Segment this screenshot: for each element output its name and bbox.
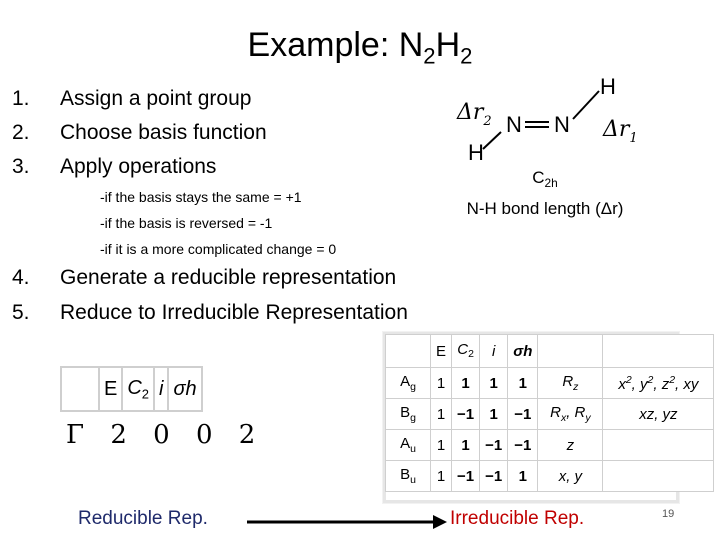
page-number: 19 xyxy=(662,508,675,520)
step-5: 5. Reduce to Irreducible Representation xyxy=(12,301,408,324)
gamma-value-c2: 0 xyxy=(153,420,170,450)
gamma-header-sigma: σh xyxy=(168,367,201,411)
quadratic-bu xyxy=(603,461,714,492)
gamma-symbol: Γ xyxy=(66,420,85,450)
gamma-header-c2: $C_2$ xyxy=(122,367,154,411)
char-row-bg: $B_g$ 1 −1 1 −1 $R_x$, $R_y$ xz, yz xyxy=(386,399,714,430)
delta-r2-label: Δr xyxy=(457,100,484,125)
step-2: 2. Choose basis function xyxy=(12,121,267,144)
irrep-label-au: $A_u$ xyxy=(386,430,431,461)
steps-list-bottom xyxy=(12,260,408,330)
gamma-header-blank xyxy=(61,367,99,411)
step-4: 4. Generate a reducible representation xyxy=(12,266,397,289)
n2h2-molecule-diagram xyxy=(455,74,645,166)
quadratic-ag: $x^2$, $y^2$, $z^2$, xy xyxy=(603,368,714,399)
c2-subscript: 2 xyxy=(141,386,150,402)
atom-h-top: H xyxy=(600,74,616,99)
reducible-rep-label: Reducible Rep. xyxy=(78,508,208,529)
char-header-blank xyxy=(386,335,431,368)
gamma-value-i: 0 xyxy=(195,420,213,450)
rule-reversed: -if the basis is reversed = -1 xyxy=(100,215,273,231)
char-header-c2: $C_2$ xyxy=(452,335,480,368)
arrow-right-icon xyxy=(247,512,447,532)
char-table-header-row xyxy=(386,335,714,368)
quadratic-bg: xz, yz xyxy=(603,399,714,430)
irrep-label-ag: $A_g$ xyxy=(386,368,431,399)
c2h-character-table xyxy=(385,334,714,492)
char-header-sigma: σh xyxy=(508,335,538,368)
gamma-value-e: 2 xyxy=(110,420,127,450)
svg-text:Δr1: $\Delta r_1$ xyxy=(603,117,638,146)
steps-list-top xyxy=(12,82,267,184)
irreducible-rep-label: Irreducible Rep. xyxy=(450,508,585,529)
linear-bg: $R_x$, $R_y$ xyxy=(538,399,603,430)
linear-au: z xyxy=(538,430,603,461)
step-3: 3. Apply operations xyxy=(12,155,217,178)
reducible-table-header xyxy=(60,366,203,412)
delta-r1-label: Δr xyxy=(603,117,630,142)
char-row-ag: $A_g$ 1 1 1 1 $R_z$ $x^2$, $y^2$, $z^2$, xy xyxy=(386,368,714,399)
step-1: 1. Assign a point group xyxy=(12,87,252,110)
point-group-label: $C_{2h}$ xyxy=(532,168,558,191)
char-header-e: E xyxy=(431,335,452,368)
slide-title: Example: $N_2H_2$ xyxy=(247,26,473,69)
char-header-linear xyxy=(538,335,603,368)
linear-bu: x, y xyxy=(538,461,603,492)
gamma-header-e: E xyxy=(99,367,122,411)
quadratic-au xyxy=(603,430,714,461)
irrep-label-bg: $B_g$ xyxy=(386,399,431,430)
char-row-au: $A_u$ 1 1 −1 −1 z xyxy=(386,430,714,461)
atom-n-left: N xyxy=(506,112,522,137)
linear-ag: $R_z$ xyxy=(538,368,603,399)
gamma-reducible-row xyxy=(66,420,267,450)
rule-same: -if the basis stays the same = +1 xyxy=(100,189,302,205)
gamma-header-i: i xyxy=(154,367,168,411)
molecule-caption xyxy=(430,165,660,222)
irrep-label-bu: $B_u$ xyxy=(386,461,431,492)
atom-h-bottom: H xyxy=(468,140,484,165)
char-header-i: i xyxy=(480,335,508,368)
operation-rules xyxy=(100,184,336,262)
rule-complicated: -if it is a more complicated change = 0 xyxy=(100,241,337,257)
atom-n-right: N xyxy=(554,112,570,137)
char-header-quadratic xyxy=(603,335,714,368)
char-row-bu: $B_u$ 1 −1 −1 1 x, y xyxy=(386,461,714,492)
gamma-value-sigma: 2 xyxy=(238,420,256,450)
basis-label: N-H bond length (Δr) xyxy=(466,199,624,219)
svg-text:Δr2: $\Delta r_2$ xyxy=(457,100,492,129)
